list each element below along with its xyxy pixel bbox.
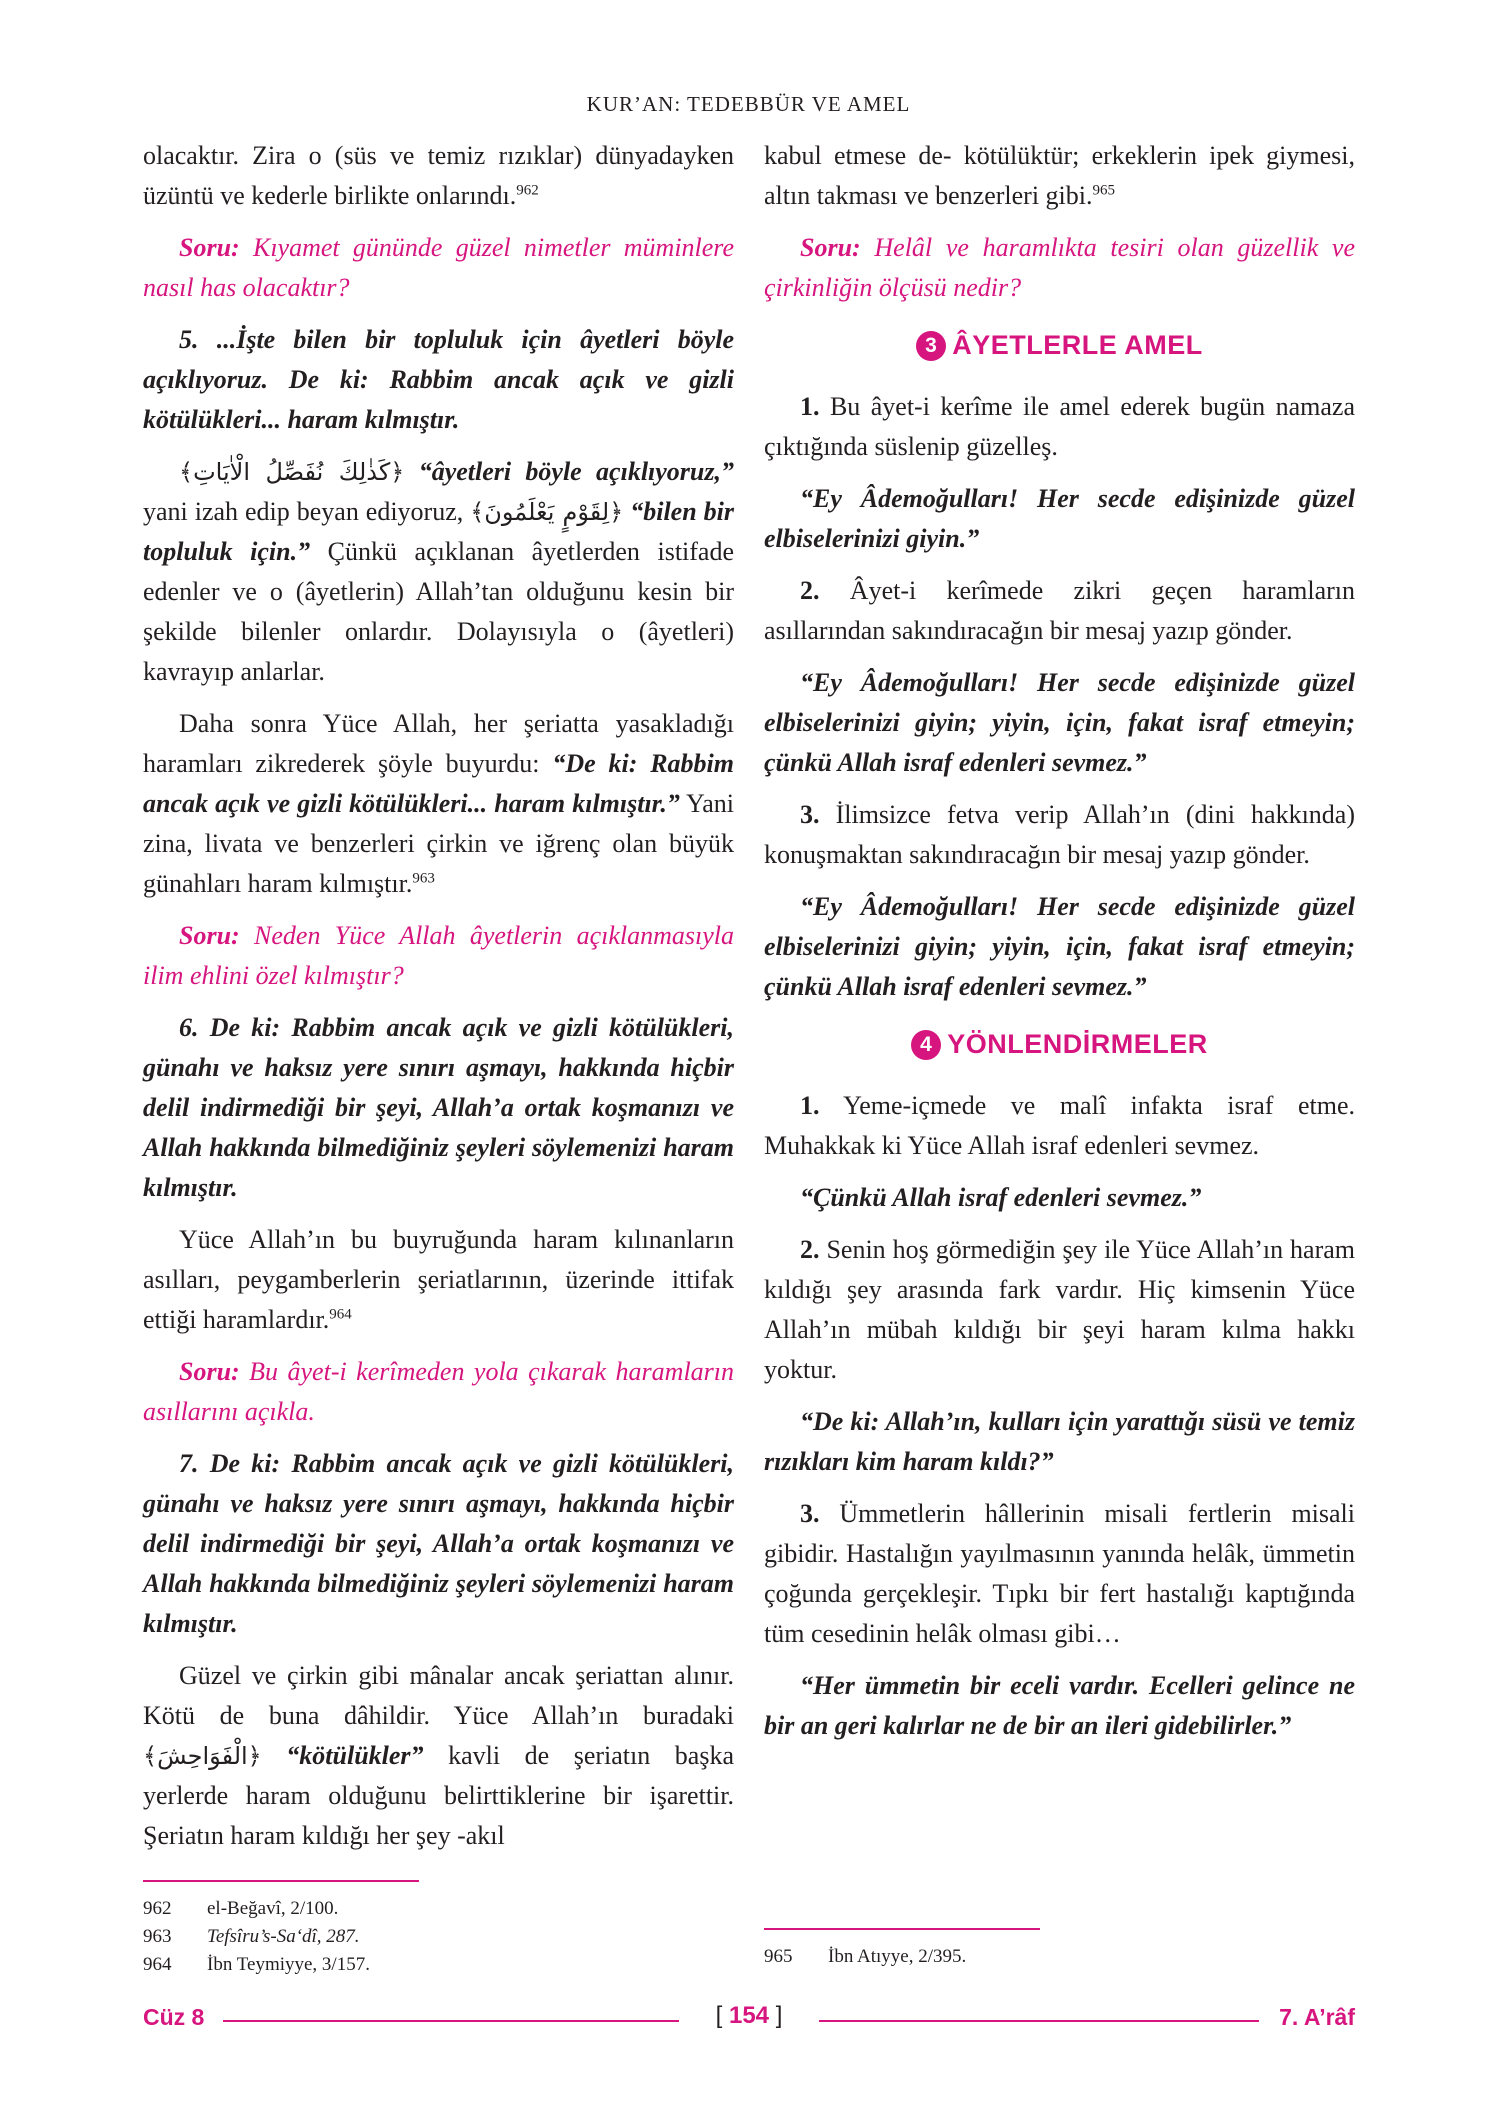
paragraph: Daha sonra Yüce Allah, her şeriatta yasakladığı haramları zikrederek şöyle buyurdu: “De ki: Rabbim ancak açık ve gizli kötülükleri... haram kılmıştır.” Yani zina, livata ve benzerleri çirkin ve iğrenç olan büyük günahları haram kılmıştır.$^{963}$ [143, 709, 735, 898]
question: Soru: Helâl ve haramlıkta tesiri olan güzellik ve çirkinliğin ölçüsü nedir? [764, 233, 1356, 302]
list-item: 2. Senin hoş görmediğin şey ile Yüce Allah’ın haram kıldığı şey arasında fark vardır. Hiç kimsenin Yüce Allah’ın mübah kıldığı bir şeyi haram kılma hakkı yoktur. [764, 1235, 1356, 1384]
section-number-badge: 3 [916, 331, 946, 361]
footnote: 962 el-Beğavî, 2/100. [143, 1898, 339, 1919]
arabic-verse: ﴿لِقَوْمٍ يَعْلَمُونَ﴾ [470, 498, 624, 526]
paragraph: Yüce Allah’ın bu buyruğunda haram kılınanların asılları, peygamberlerin şeriatlarının, üzerinde ittifak ettiği haramlardır.$^{964}$ [143, 1225, 734, 1334]
paragraph: olacaktır. Zira o (süs ve temiz rızıklar) dünyadayken üzüntü ve kederle birlikte onlarındı.$^{962}$ [143, 141, 734, 210]
footnote: 964 İbn Teymiyye, 3/157. [143, 1954, 370, 1975]
list-item: 3. Ümmetlerin hâllerinin misali fertlerin misali gibidir. Hastalığın yayılmasının yanında helâk, ümmetin çoğunda gerçekleşir. Tıpkı bir fert hastalığı kaptığında tüm cesedinin helâk olması gibi… [764, 1499, 1355, 1648]
quote: “De ki: Allah’ın, kulları için yarattığı süsü ve temiz rızıkları kim haram kıldı?” [764, 1407, 1355, 1476]
quote: “Ey Âdemoğulları! Her secde edişinizde güzel elbiselerinizi giyin; yiyin, için, fakat israf etmeyin; çünkü Allah israf edenleri sevmez.” [764, 668, 1355, 777]
sura-label: 7. A’râf [1279, 2004, 1355, 2030]
footnote-rule [143, 1880, 419, 1882]
list-item: 3. İlimsizce fetva verip Allah’ın (dini hakkında) konuşmaktan sakındıracağın bir mesaj yazıp gönder. [764, 800, 1356, 869]
paragraph: kabul etmese de- kötülüktür; erkeklerin ipek giymesi, altın takması ve benzerleri gibi.$^{965}$ [764, 141, 1355, 210]
section-heading: 4 YÖNLENDİRMELER [764, 1029, 1355, 1060]
footnote-ref[interactable]: 963 [412, 870, 435, 887]
quote: “Her ümmetin bir eceli vardır. Ecelleri gelince ne bir an geri kalırlar ne de bir an ileri gidebilirler.” [764, 1671, 1355, 1740]
verse-6: 6. De ki: Rabbim ancak açık ve gizli kötülükleri, günahı ve haksız yere sınırı aşmayı, hakkında hiçbir delil indirmediği bir şeyi, Allah’a ortak koşmanızı ve Allah hakkında bilmediğiniz şeyleri söylemenizi haram kılmıştır. [143, 1013, 734, 1202]
quote: “Çünkü Allah israf edenleri sevmez.” [800, 1183, 1202, 1212]
question: Soru: Kıyamet gününde güzel nimetler müminlere nasıl has olacaktır? [143, 233, 735, 302]
footer-rule [223, 2020, 679, 2022]
list-item: 1. Yeme-içmede ve malî infakta israf etme. Muhakkak ki Yüce Allah israf edenleri sevmez. [764, 1091, 1355, 1160]
left-column [143, 136, 734, 1868]
footnote: 963 Tefsîru’s-Sa‘dî, 287. [143, 1926, 360, 1947]
section-number-badge: 4 [911, 1030, 941, 1060]
juz-label: Cüz 8 [143, 2004, 205, 2030]
paragraph: Güzel ve çirkin gibi mânalar ancak şeriattan alınır. Kötü de buna dâhildir. Yüce Allah’ın buradaki ﴿الْفَوَاحِشَ﴾ “kötülükler” kavli de şeriatın başka yerlerde haram olduğunu belirttiklerine bir işarettir. Şeriatın haram kıldığı her şey -akıl [143, 1661, 734, 1850]
quote: “Ey Âdemoğulları! Her secde edişinizde güzel elbiselerinizi giyin; yiyin, için, fakat israf etmeyin; çünkü Allah israf edenleri sevmez.” [764, 892, 1355, 1001]
footnotes-left [143, 1895, 370, 1979]
question: Soru: Bu âyet-i kerîmeden yola çıkarak haramların asıllarını açıkla. [143, 1357, 735, 1426]
paragraph: ﴿كَذٰلِكَ نُفَصِّلُ الْاٰيَاتِ﴾ “âyetleri böyle açıklıyoruz,” yani izah edip beyan ediyoruz, ﴿لِقَوْمٍ يَعْلَمُونَ﴾ “bilen bir topluluk için.” Çünkü açıklanan âyetlerden istifade edenler ve o (âyetlerin) Allah’tan olduğunu kesin bir şekilde bilenler onlardır. Dolayısıyla o (âyetleri) kavrayıp anlarlar. [143, 457, 735, 686]
verse-7: 7. De ki: Rabbim ancak açık ve gizli kötülükleri, günahı ve haksız yere sınırı aşmayı, hakkında hiçbir delil indirmediği bir şeyi, Allah’a ortak koşmanızı ve Allah hakkında bilmediğiniz şeyleri söylemenizi haram kılmıştır. [143, 1449, 734, 1638]
question: Soru: Neden Yüce Allah âyetlerin açıklanmasıyla ilim ehlini özel kılmıştır? [143, 921, 735, 990]
running-title: KUR’AN: TEDEBBÜR VE AMEL [586, 92, 911, 116]
page-footer [143, 2002, 1355, 2038]
footnotes-right [764, 1943, 966, 1971]
footnote-ref[interactable]: 964 [329, 1306, 352, 1323]
right-column [764, 136, 1355, 1758]
footnote-ref[interactable]: 962 [516, 182, 539, 199]
arabic-verse: ﴿كَذٰلِكَ نُفَصِّلُ الْاٰيَاتِ﴾ [179, 458, 405, 486]
page-number: [ 154 ] [715, 2002, 783, 2029]
quote: “Ey Âdemoğulları! Her secde edişinizde güzel elbiselerinizi giyin.” [764, 484, 1355, 553]
footnote-rule [764, 1928, 1040, 1930]
section-heading: 3 ÂYETLERLE AMEL [764, 330, 1355, 361]
verse-5: 5. ...İşte bilen bir topluluk için âyetleri böyle açıklıyoruz. De ki: Rabbim ancak açık ve gizli kötülükleri... haram kılmıştır. [143, 325, 734, 434]
arabic-verse: ﴿الْفَوَاحِشَ﴾ [143, 1742, 262, 1770]
list-item: 1. Bu âyet-i kerîme ile amel ederek bugün namaza çıktığında süslenip güzelleş. [764, 392, 1356, 461]
footnote-ref[interactable]: 965 [1092, 182, 1115, 199]
list-item: 2. Âyet-i kerîmede zikri geçen haramların asıllarından sakındıracağın bir mesaj yazıp gönder. [764, 576, 1355, 645]
footnote: 965 İbn Atıyye, 2/395. [764, 1946, 967, 1967]
footer-rule [819, 2020, 1259, 2022]
